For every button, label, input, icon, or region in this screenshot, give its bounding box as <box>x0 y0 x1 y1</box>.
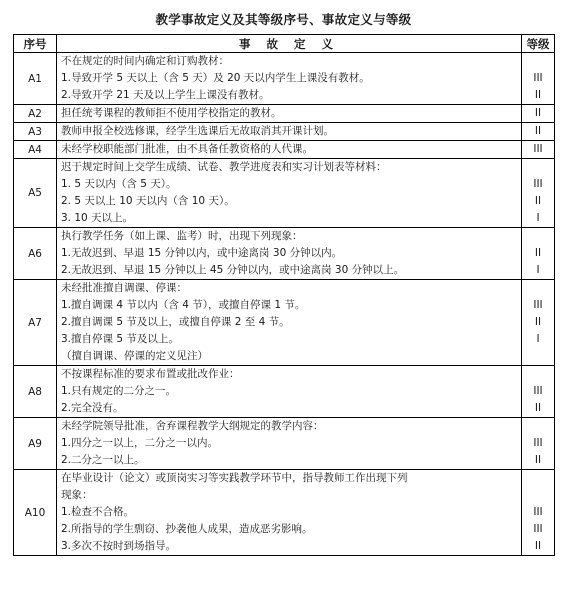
row-code: A7 <box>14 280 57 366</box>
description-line: 未经批准擅自调课、停课： <box>61 282 187 294</box>
table-row <box>14 53 555 105</box>
description-line: 1.检查不合格。 <box>61 506 135 518</box>
table-row <box>14 470 555 556</box>
description-line: 1.导致开学 5 天以上（含 5 天）及 20 天以内学生上课没有教材。 <box>61 72 370 84</box>
description-line: 迟于规定时间上交学生成绩、试卷、教学进度表和实习计划表等材料： <box>61 161 387 173</box>
incident-table <box>13 34 555 556</box>
description-line: 3.多次不按时到场指导。 <box>61 540 177 552</box>
description-line: 3.擅自停课 5 节及以上。 <box>61 333 179 345</box>
description-line: 2.二分之一以上。 <box>61 454 145 466</box>
table-row <box>14 123 555 141</box>
description-line: 教师申报全校选修课，经学生选课后无故取消其开课计划。 <box>61 125 334 137</box>
description-line: 担任统考课程的教师拒不使用学校指定的教材。 <box>61 107 282 119</box>
row-description <box>57 280 522 366</box>
grade-value <box>522 348 554 365</box>
row-code: A6 <box>14 228 57 280</box>
row-code: A8 <box>14 366 57 418</box>
row-code: A1 <box>14 53 57 105</box>
grade-value <box>522 366 554 383</box>
grade-value: III <box>533 143 543 155</box>
description-line: 不按课程标准的要求布置或批改作业： <box>61 368 240 380</box>
grade-value: I <box>536 333 540 345</box>
description-line: 2.擅自调课 5 节及以上，或擅自停课 2 至 4 节。 <box>61 316 290 328</box>
row-description <box>57 53 522 105</box>
grade-value: III <box>533 178 543 190</box>
row-code: A10 <box>14 470 57 556</box>
header-description: 事 故 定 义 <box>57 35 522 53</box>
description-line: 未经学院领导批准，舍弃课程教学大纲规定的教学内容： <box>61 420 324 432</box>
row-description <box>57 366 522 418</box>
table-row <box>14 105 555 123</box>
row-code: A4 <box>14 141 57 159</box>
row-grade <box>522 123 555 141</box>
description-line: 不在规定的时间内确定和订购教材： <box>61 55 229 67</box>
row-grade <box>522 141 555 159</box>
description-line: 未经学校职能部门批准，由不具备任教资格的人代课。 <box>61 143 313 155</box>
grade-value <box>522 53 554 70</box>
grade-value: II <box>534 89 542 101</box>
grade-value: III <box>533 506 543 518</box>
grade-value <box>522 470 554 487</box>
table-header-row <box>14 35 555 53</box>
row-grade <box>522 105 555 123</box>
row-grade <box>522 159 555 228</box>
grade-value: I <box>536 212 540 224</box>
grade-value: II <box>534 195 542 207</box>
grade-value: I <box>536 264 540 276</box>
table-row <box>14 141 555 159</box>
row-description <box>57 470 522 556</box>
grade-value: III <box>533 523 543 535</box>
row-description <box>57 418 522 470</box>
row-grade <box>522 418 555 470</box>
row-code: A9 <box>14 418 57 470</box>
description-line: 1.无故迟到、早退 15 分钟以内，或中途离岗 30 分钟以内。 <box>61 247 343 259</box>
row-grade <box>522 53 555 105</box>
grade-value <box>522 228 554 245</box>
description-line: 现象： <box>61 489 93 501</box>
header-grade: 等级 <box>522 35 555 53</box>
row-description <box>57 159 522 228</box>
row-description <box>57 228 522 280</box>
row-code: A2 <box>14 105 57 123</box>
description-line: 1.四分之一以上，二分之一以内。 <box>61 437 219 449</box>
row-grade <box>522 228 555 280</box>
grade-value: II <box>534 402 542 414</box>
description-line: 3. 10 天以上。 <box>61 212 134 224</box>
table-row <box>14 159 555 228</box>
description-line: 1.只有规定的二分之一。 <box>61 385 177 397</box>
grade-value: II <box>534 316 542 328</box>
row-grade <box>522 280 555 366</box>
grade-value: III <box>533 299 543 311</box>
row-grade <box>522 470 555 556</box>
grade-value: III <box>533 437 543 449</box>
grade-value: II <box>534 540 542 552</box>
table-row <box>14 418 555 470</box>
grade-value <box>522 159 554 176</box>
table-row <box>14 280 555 366</box>
grade-value: II <box>534 125 542 137</box>
grade-value: II <box>534 454 542 466</box>
grade-value: II <box>534 107 542 119</box>
description-line: 2. 5 天以上 10 天以内（含 10 天）。 <box>61 195 235 207</box>
row-description <box>57 141 522 159</box>
description-line: 2.完全没有。 <box>61 402 124 414</box>
description-line: 1. 5 天以内（含 5 天）。 <box>61 178 177 190</box>
row-description <box>57 105 522 123</box>
description-line: 2.所指导的学生剽窃、抄袭他人成果，造成恶劣影响。 <box>61 523 313 535</box>
grade-value <box>522 418 554 435</box>
header-code: 序号 <box>14 35 57 53</box>
row-grade <box>522 366 555 418</box>
grade-value <box>522 487 554 504</box>
description-line: （擅自调课、停课的定义见注） <box>61 350 208 362</box>
table-row <box>14 366 555 418</box>
description-line: 执行教学任务（如上课、监考）时，出现下列现象： <box>61 230 303 242</box>
row-code: A3 <box>14 123 57 141</box>
row-description <box>57 123 522 141</box>
row-code: A5 <box>14 159 57 228</box>
grade-value <box>522 280 554 297</box>
table-row <box>14 228 555 280</box>
grade-value: II <box>534 247 542 259</box>
description-line: 2.导致开学 21 天及以上学生上课没有教材。 <box>61 89 270 101</box>
grade-value: III <box>533 385 543 397</box>
description-line: 在毕业设计（论文）或顶岗实习等实践教学环节中，指导教师工作出现下列 <box>61 472 408 484</box>
grade-value: III <box>533 72 543 84</box>
document-title: 教学事故定义及其等级序号、事故定义与等级 <box>155 12 412 27</box>
table-body <box>14 53 555 556</box>
description-line: 1.擅自调课 4 节以内（含 4 节），或擅自停课 1 节。 <box>61 299 306 311</box>
description-line: 2.无故迟到、早退 15 分钟以上 45 分钟以内，或中途离岗 30 分钟以上。 <box>61 264 405 276</box>
